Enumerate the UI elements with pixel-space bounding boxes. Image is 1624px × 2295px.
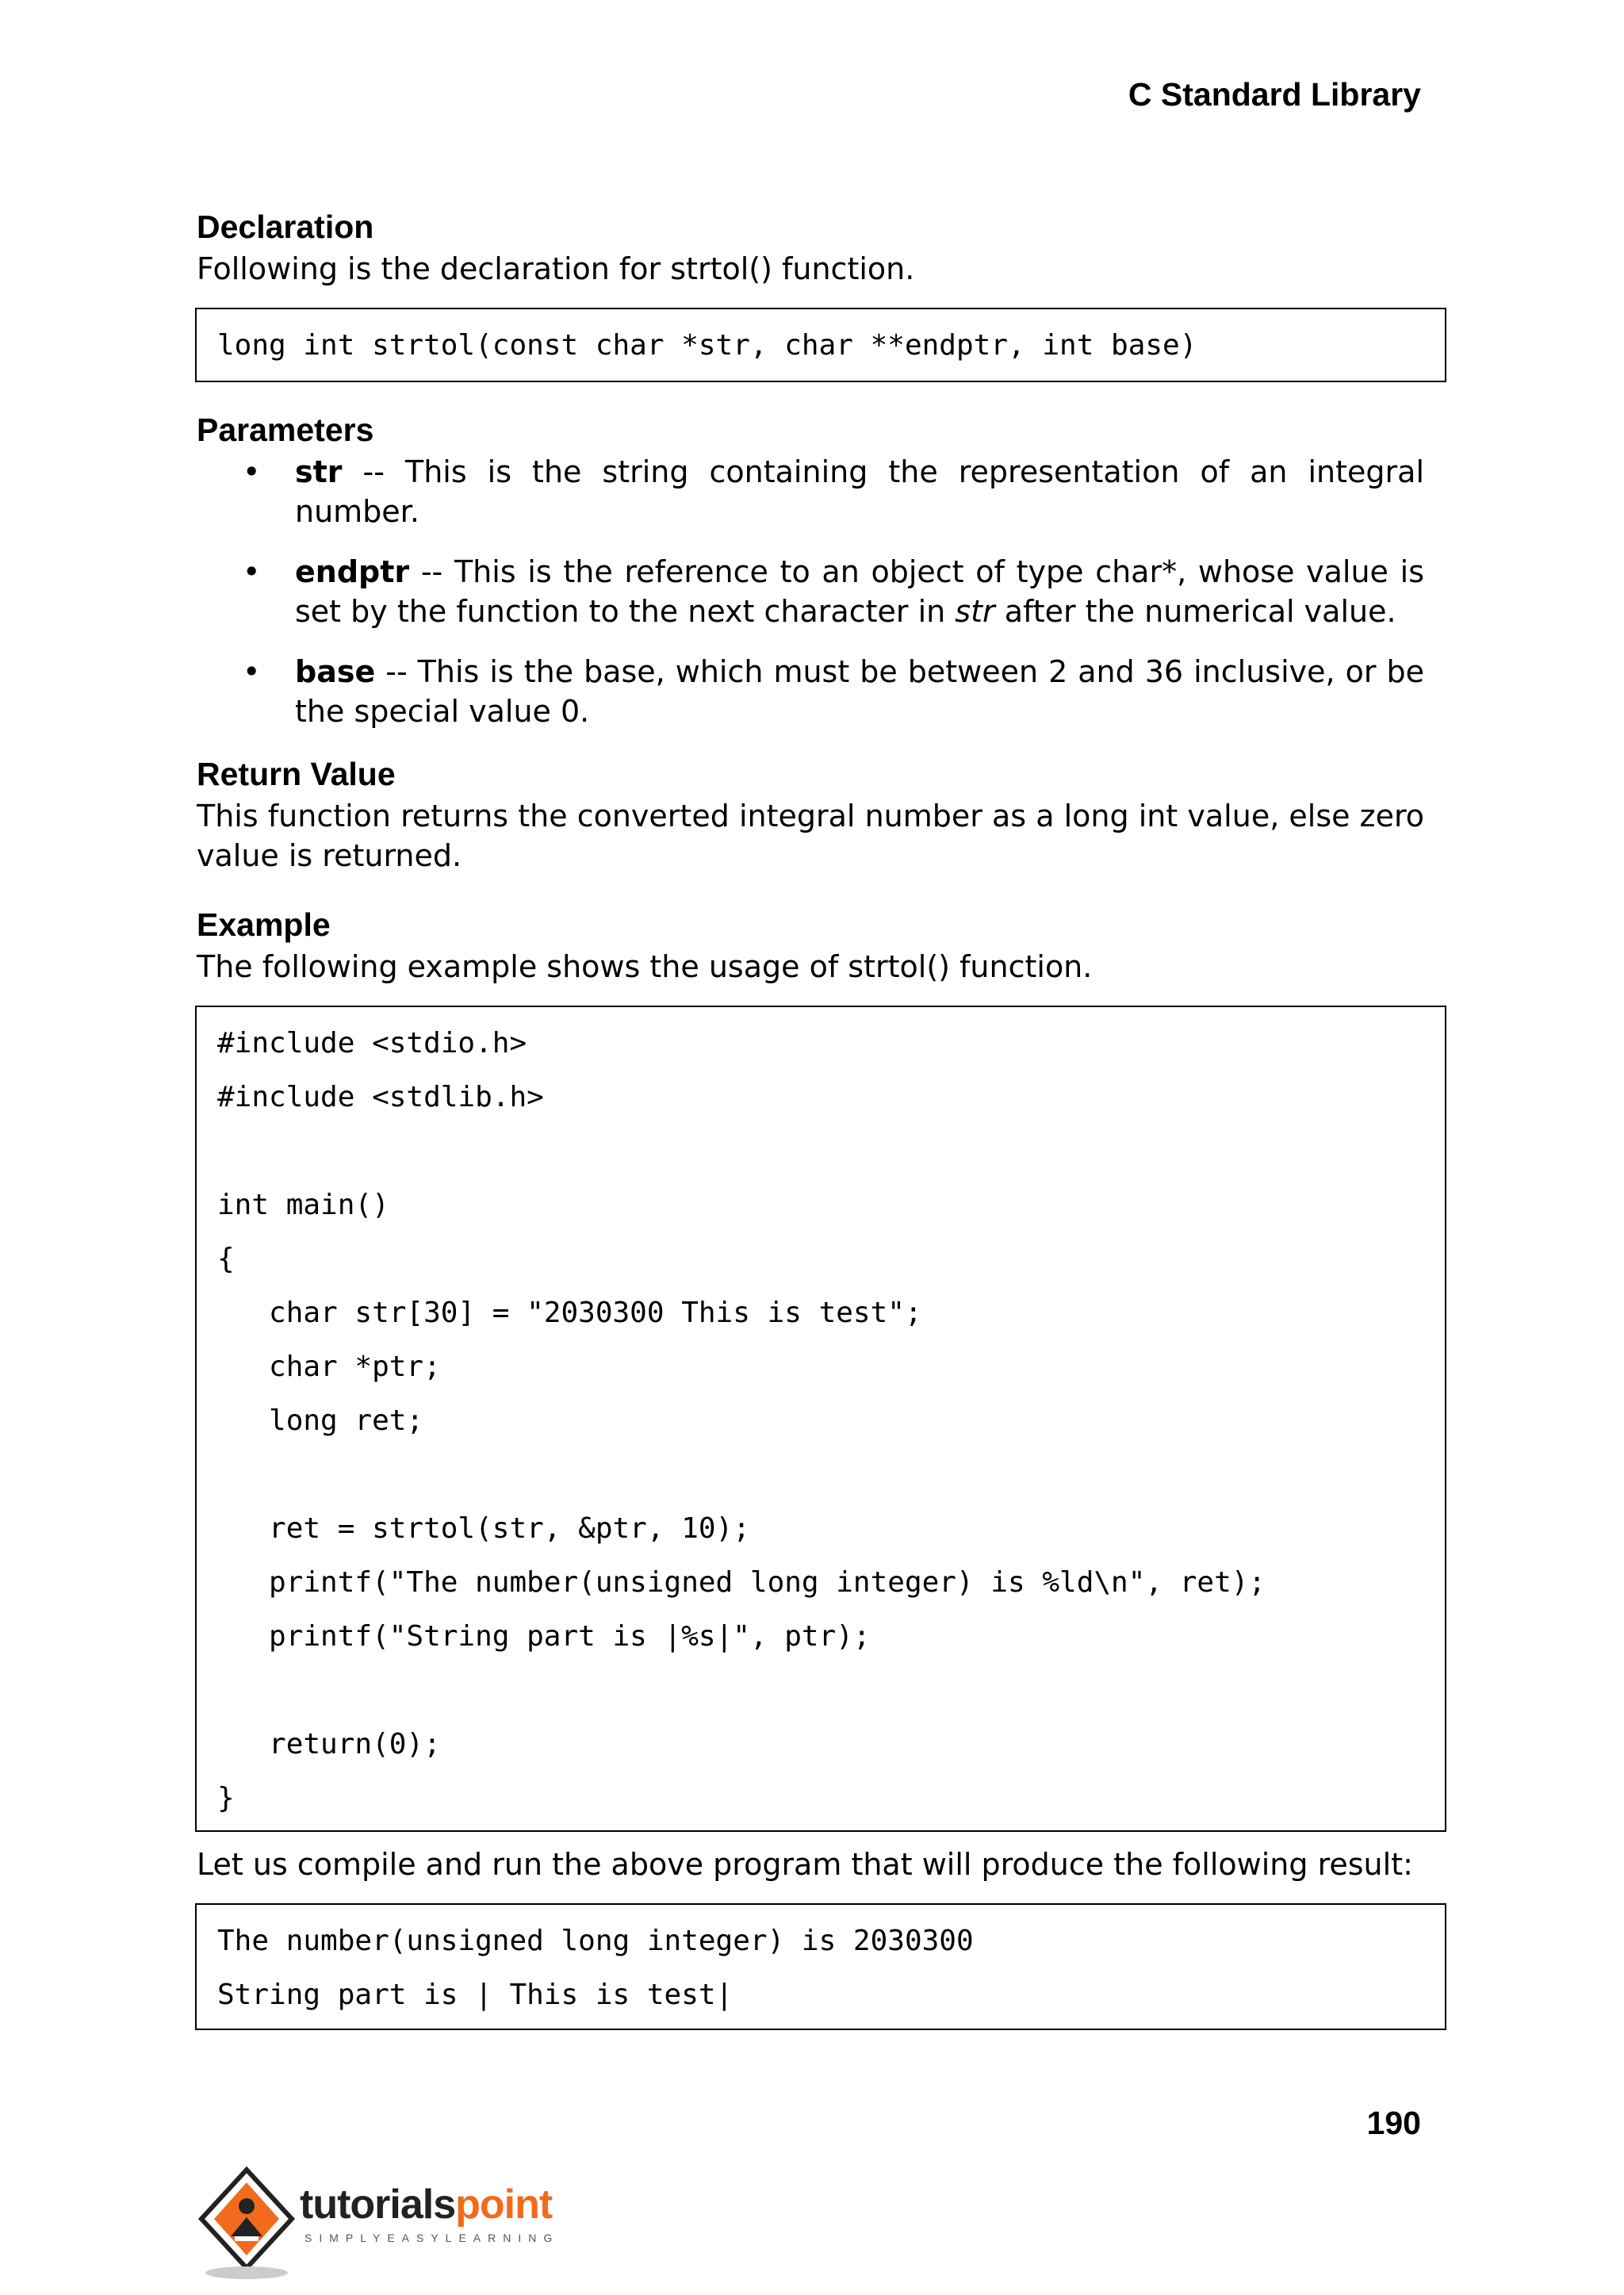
logo-word-accent: point: [455, 2182, 553, 2228]
code-line: char str[30] = "2030300 This is test";: [217, 1297, 922, 1329]
output-line: The number(unsigned long integer) is 2030300: [217, 1925, 974, 1957]
code-line: [217, 1448, 1424, 1502]
parameters-list: [197, 452, 1424, 731]
code-line: ret = strtol(str, &ptr, 10);: [217, 1512, 750, 1545]
code-line: [217, 1664, 1424, 1718]
example-code-box: [195, 1006, 1446, 1832]
running-header: C Standard Library: [1128, 76, 1421, 113]
param-description-end: after the numerical value.: [994, 594, 1396, 629]
declaration-code: long int strtol(const char *str, char **endptr, int base): [217, 329, 1197, 362]
code-line: return(0);: [217, 1728, 441, 1761]
code-line: #include <stdlib.h>: [217, 1081, 544, 1113]
code-line: [217, 1125, 1424, 1178]
logo-wordmark: [300, 2181, 552, 2228]
list-item: [197, 452, 1424, 531]
param-emphasis: str: [955, 594, 995, 629]
param-name: endptr: [295, 554, 410, 589]
example-intro: The following example shows the usage of strtol() function.: [197, 949, 1093, 984]
param-name: str: [295, 454, 343, 489]
declaration-heading: Declaration: [197, 209, 374, 245]
logo-diamond-icon: [195, 2163, 298, 2282]
code-line: printf("String part is |%s|", ptr);: [217, 1620, 871, 1653]
result-intro: Let us compile and run the above program that will produce the following result:: [197, 1847, 1413, 1882]
bullet-icon: •: [243, 454, 261, 489]
code-line: char *ptr;: [217, 1351, 441, 1383]
parameters-heading: Parameters: [197, 412, 374, 448]
example-heading: Example: [197, 906, 331, 943]
code-line: {: [217, 1243, 235, 1275]
list-item: [197, 652, 1424, 731]
code-line: int main(): [217, 1189, 389, 1221]
return-value-heading: Return Value: [197, 756, 396, 792]
bullet-icon: •: [243, 654, 261, 689]
page-number: 190: [1366, 2105, 1421, 2141]
bullet-icon: •: [243, 554, 261, 589]
page-content: [197, 205, 1424, 2030]
param-description: -- This is the base, which must be between 2 and 36 inclusive, or be the special value 0.: [295, 654, 1424, 729]
declaration-code-box: [195, 308, 1446, 382]
param-description: -- This is the string containing the representation of an integral number.: [295, 454, 1424, 529]
list-item: [197, 552, 1424, 631]
logo-tagline: SIMPLYEASYLEARNING: [304, 2232, 560, 2244]
code-line: printf("The number(unsigned long integer) is %ld\n", ret);: [217, 1566, 1266, 1599]
output-box: [195, 1903, 1446, 2030]
output-line: String part is | This is test|: [217, 1979, 733, 2011]
return-value-text: This function returns the converted integral number as a long int value, else zero value is returned.: [197, 799, 1424, 873]
declaration-intro: Following is the declaration for strtol() function.: [197, 251, 915, 286]
param-name: base: [295, 654, 376, 689]
code-line: }: [217, 1782, 235, 1814]
code-line: #include <stdio.h>: [217, 1027, 527, 1059]
code-line: long ret;: [217, 1404, 424, 1437]
tutorialspoint-logo: [195, 2163, 576, 2282]
logo-word-part: tutorials: [300, 2182, 456, 2228]
param-description: -- This is the reference to an object of type char*, whose value is set by the function to the next character in: [295, 554, 1424, 629]
